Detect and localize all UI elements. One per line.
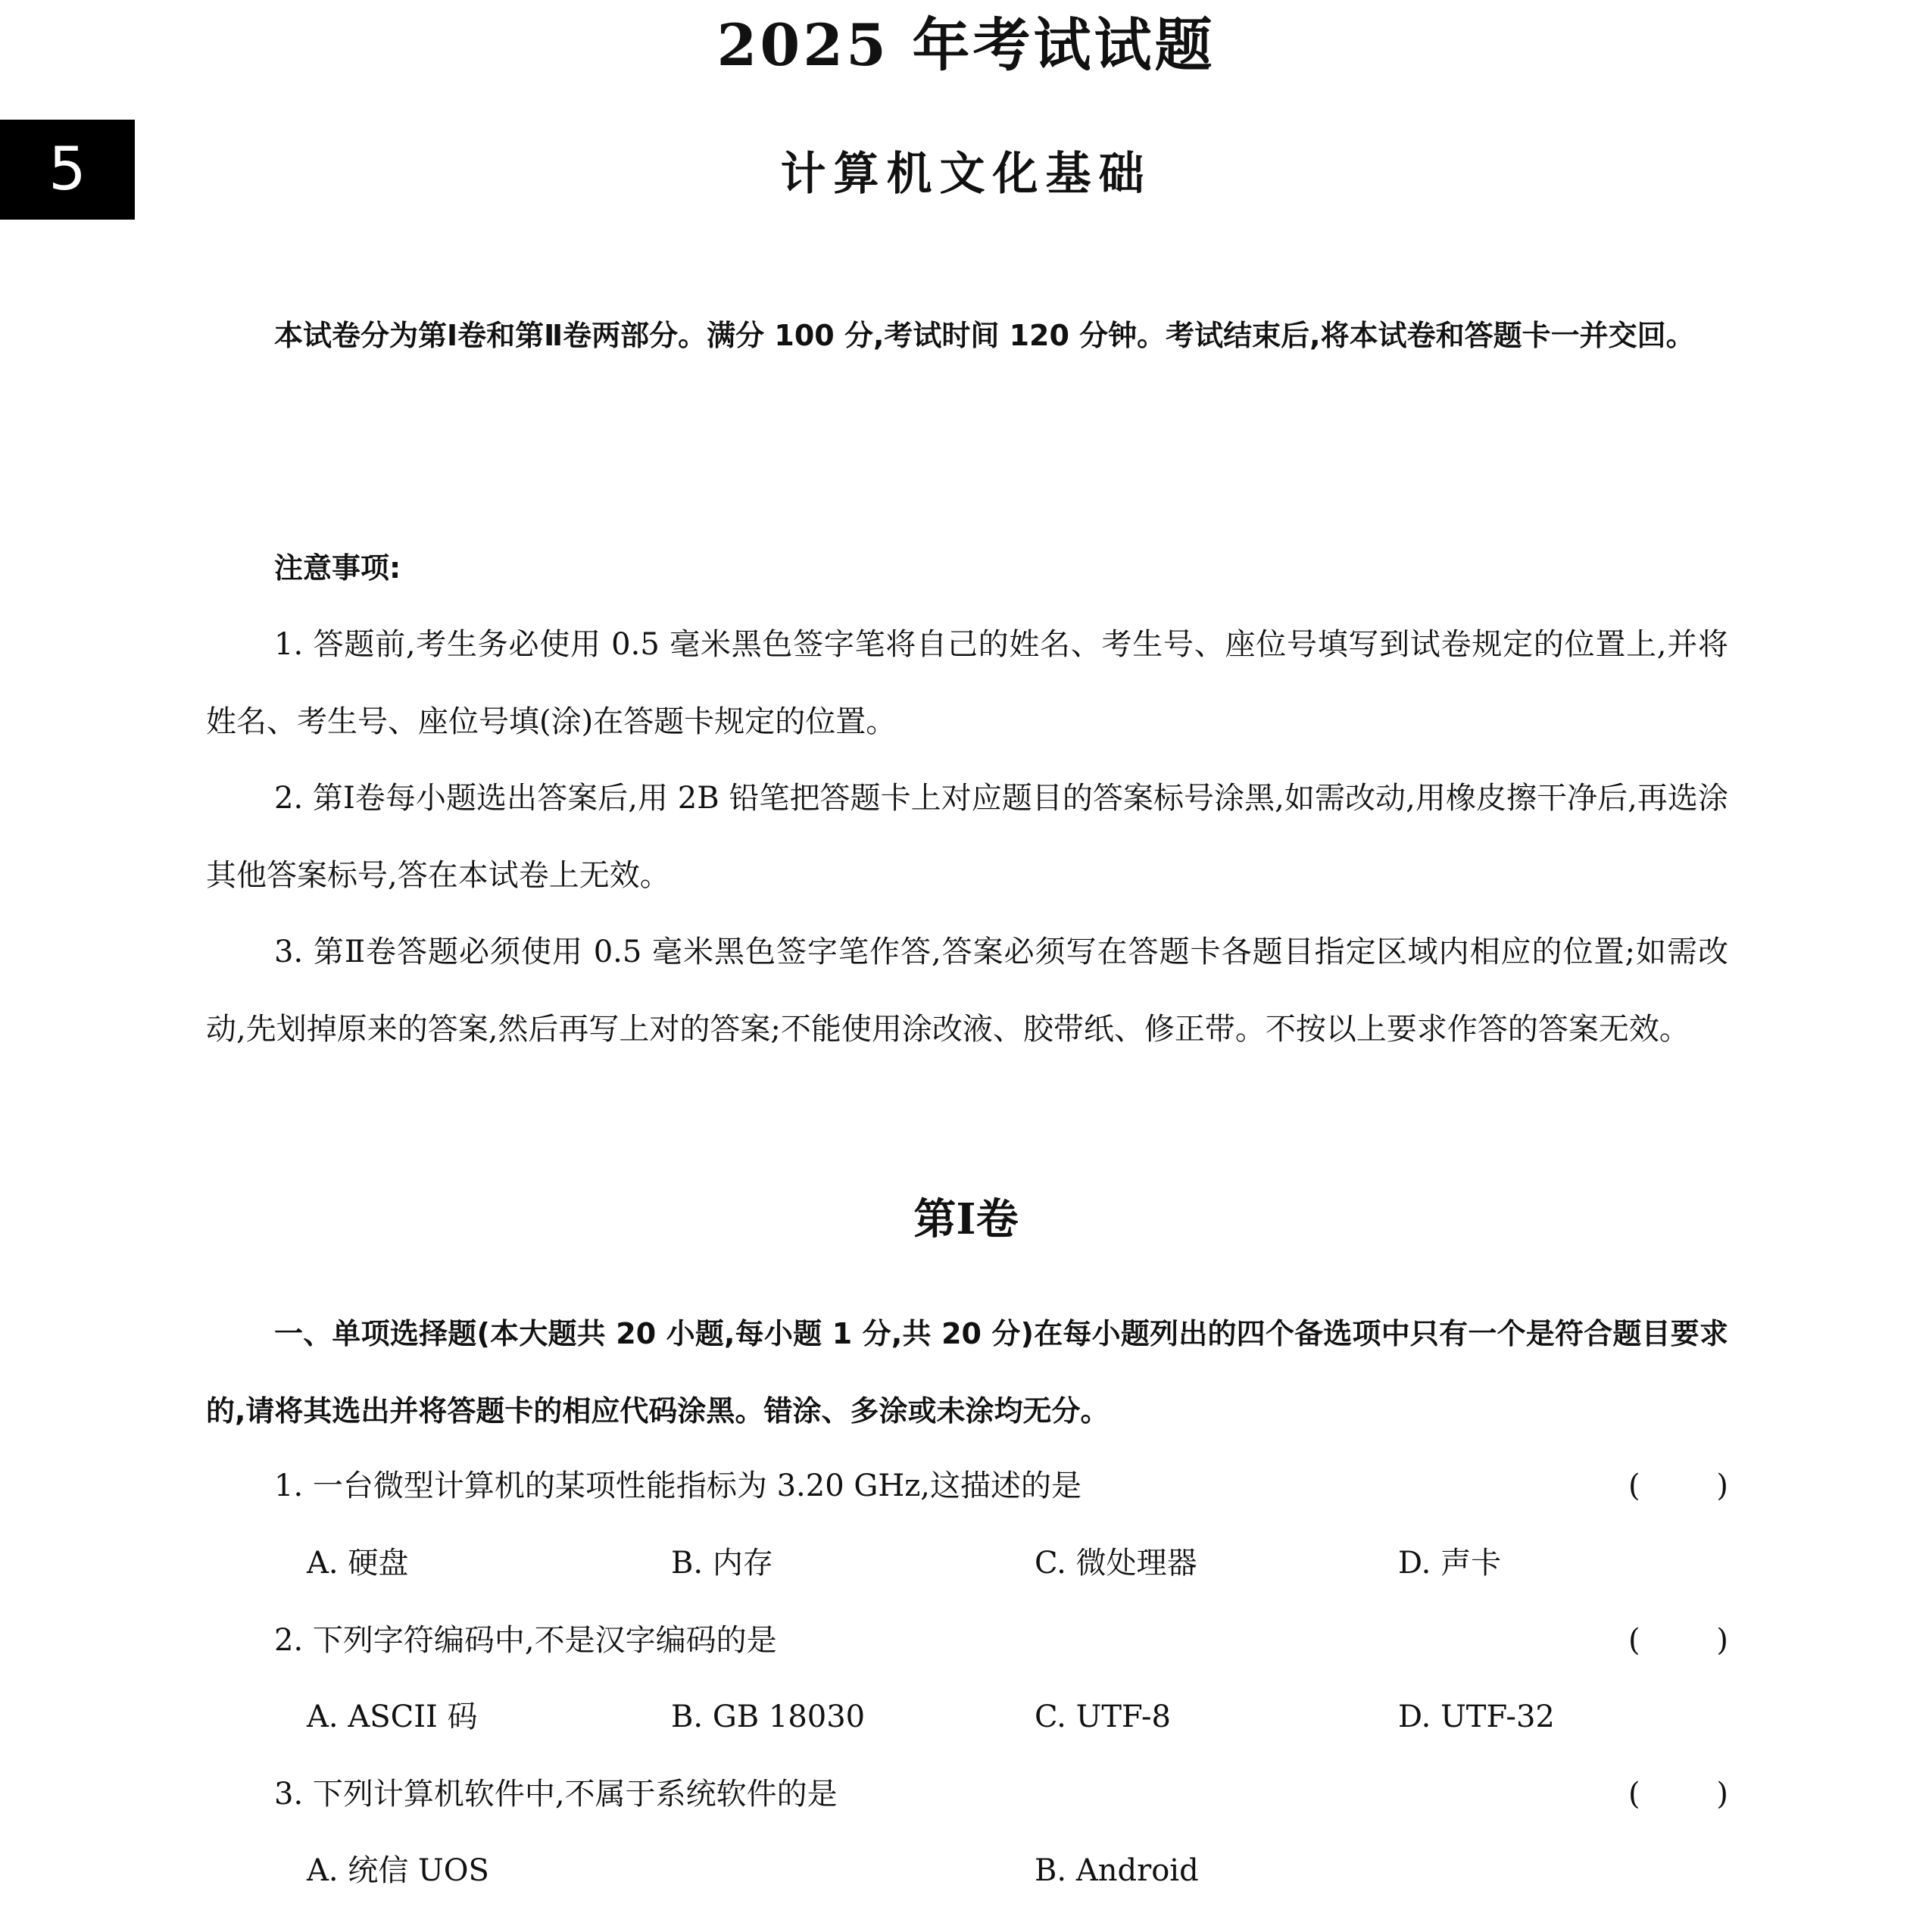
- option-a: A. 硬盘: [307, 1546, 409, 1581]
- volume-title: 第Ⅰ卷: [913, 1194, 1019, 1244]
- question-2: [274, 1618, 1728, 1663]
- answer-bracket: ( ): [1628, 1623, 1728, 1658]
- question-3: [274, 1771, 1728, 1817]
- option-a: A. ASCII 码: [307, 1699, 478, 1734]
- page-title: 2025 年考试试题: [716, 11, 1216, 79]
- question-stem: 1. 一台微型计算机的某项性能指标为 3.20 GHz,这描述的是: [274, 1469, 1081, 1503]
- answer-bracket: ( ): [1628, 1469, 1728, 1503]
- note-item-3: 3. 第Ⅱ卷答题必须使用 0.5 毫米黑色签字笔作答,答案必须写在答题卡各题目指定区域内相应的位置;如需改动,先划掉原来的答案,然后再写上对的答案;不能使用涂改液、胶带纸、修正带。不按以上要求作答的答案无效。: [206, 935, 1728, 1047]
- option-b: B. 内存: [671, 1546, 773, 1581]
- notes-heading: 注意事项:: [274, 551, 401, 585]
- option-b: B. Android: [1035, 1853, 1199, 1888]
- answer-bracket: ( ): [1628, 1777, 1728, 1812]
- question-stem: 3. 下列计算机软件中,不属于系统软件的是: [274, 1777, 838, 1812]
- section-instruction: 一、单项选择题(本大题共 20 小题,每小题 1 分,共 20 分)在每小题列出的四个备选项中只有一个是符合题目要求的,请将其选出并将答题卡的相应代码涂黑。错涂、多涂或未涂均无分。: [206, 1317, 1728, 1428]
- note-item-1: 1. 答题前,考生务必使用 0.5 毫米黑色签字笔将自己的姓名、考生号、座位号填写到试卷规定的位置上,并将姓名、考生号、座位号填(涂)在答题卡规定的位置。: [206, 627, 1728, 739]
- option-d: D. 声卡: [1398, 1546, 1502, 1581]
- option-b: B. GB 18030: [671, 1699, 866, 1734]
- chapter-number-badge: 5: [0, 120, 135, 220]
- option-d: D. UTF-32: [1398, 1699, 1555, 1734]
- subject-title: 计算机文化基础: [780, 148, 1152, 201]
- option-c: C. 微处理器: [1035, 1546, 1197, 1581]
- question-1: [274, 1463, 1728, 1509]
- question-stem: 2. 下列字符编码中,不是汉字编码的是: [274, 1623, 777, 1658]
- exam-intro: 本试卷分为第Ⅰ卷和第Ⅱ卷两部分。满分 100 分,考试时间 120 分钟。考试结束后,将本试卷和答题卡一并交回。: [274, 319, 1695, 352]
- option-c: C. UTF-8: [1035, 1699, 1171, 1734]
- option-a: A. 统信 UOS: [307, 1853, 489, 1888]
- note-item-2: 2. 第Ⅰ卷每小题选出答案后,用 2B 铅笔把答题卡上对应题目的答案标号涂黑,如需改动,用橡皮擦干净后,再选涂其他答案标号,答在本试卷上无效。: [206, 781, 1728, 893]
